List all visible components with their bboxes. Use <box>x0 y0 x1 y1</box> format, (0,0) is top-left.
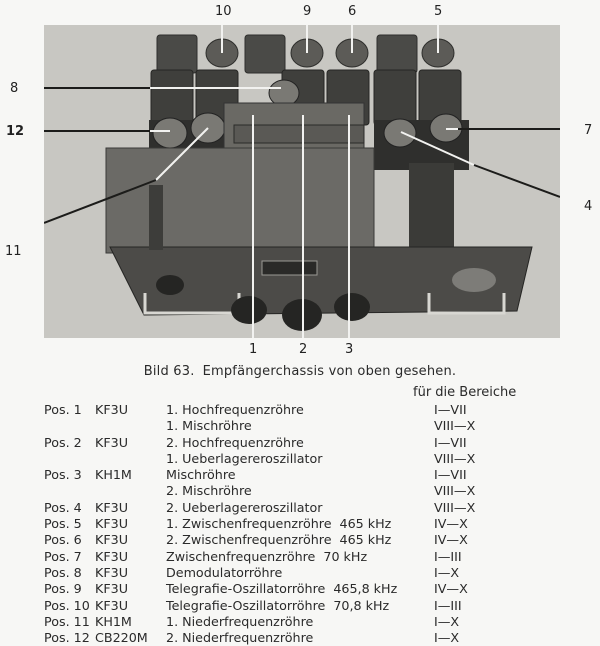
position-cell: Pos. 1 <box>44 402 82 417</box>
range-cell: VIII—X <box>434 450 476 466</box>
tube-type-cell: KF3U <box>95 581 128 597</box>
range-cell: IV—X <box>434 532 468 548</box>
chassis-illustration <box>44 25 560 338</box>
range-cell: I—X <box>434 613 460 629</box>
tube-type-cell: KF3U <box>95 516 128 532</box>
position-cell: Pos. 7 <box>44 548 82 564</box>
range-cell: I—III <box>434 597 462 613</box>
range-cell: VIII—X <box>434 418 476 434</box>
range-column-header: für die Bereiche <box>413 385 517 400</box>
frequency-cell: 465 kHz <box>339 516 392 532</box>
callout-8: 8 <box>10 81 19 96</box>
chassis-photo <box>44 25 560 338</box>
position-cell: Pos. 5 <box>44 516 82 532</box>
callout-10: 10 <box>215 4 232 19</box>
function-text: Telegrafie-Oszillatorröhre <box>166 597 326 613</box>
function-text: 2. Zwischenfrequenzröhre <box>166 532 332 548</box>
position-cell: Pos. 6 <box>44 532 82 548</box>
callout-5: 5 <box>434 4 443 19</box>
frequency-cell: 70,8 kHz <box>333 597 390 613</box>
frequency-cell: 465 kHz <box>339 532 392 548</box>
callout-7: 7 <box>584 123 593 138</box>
function-cell: 1. Hochfrequenzröhre <box>166 402 304 417</box>
range-cell: IV—X <box>434 516 468 532</box>
coil-box <box>157 35 197 73</box>
function-cell: 2. Hochfrequenzröhre <box>166 434 304 450</box>
range-cell: VIII—X <box>434 483 476 499</box>
position-cell: Pos. 12 <box>44 630 90 646</box>
function-cell: 2. Mischröhre <box>166 483 252 499</box>
coil-box <box>245 35 285 73</box>
function-cell: 1. Niederfrequenzröhre <box>166 613 314 629</box>
range-cell: I—VII <box>434 434 467 450</box>
function-cell <box>166 549 367 565</box>
range-cell: I—X <box>434 630 460 646</box>
range-cell: IV—X <box>434 581 468 597</box>
callout-3: 3 <box>345 342 354 357</box>
tube-type-cell: KF3U <box>95 402 128 417</box>
position-cell: Pos. 11 <box>44 613 90 629</box>
callout-9: 9 <box>303 4 312 19</box>
callout-1: 1 <box>249 342 258 357</box>
range-cell: I—X <box>434 564 460 580</box>
figure-title: Empfängerchassis von oben gesehen. <box>202 364 457 379</box>
function-cell: Mischröhre <box>166 467 236 483</box>
function-cell: 1. Mischröhre <box>166 418 252 434</box>
tube-type-cell: KF3U <box>95 532 128 548</box>
tube-type-cell: KF3U <box>95 434 128 450</box>
position-cell: Pos. 4 <box>44 499 82 515</box>
range-cell: I—III <box>434 548 462 564</box>
range-cell: VIII—X <box>434 499 476 515</box>
callout-6: 6 <box>348 4 357 19</box>
function-cell: 2. Niederfrequenzröhre <box>166 630 314 646</box>
figure-label: Bild 63. <box>143 364 195 379</box>
tube-4 <box>384 119 416 147</box>
function-cell: 1. Ueberlagereroszillator <box>166 450 323 466</box>
function-cell <box>166 581 397 597</box>
tube-type-cell: CB220M <box>95 630 148 646</box>
function-cell <box>166 516 391 532</box>
position-cell: Pos. 8 <box>44 564 82 580</box>
callout-4: 4 <box>584 199 593 214</box>
figure-caption <box>0 364 600 379</box>
function-text: Zwischenfrequenzröhre <box>166 548 316 564</box>
tube-type-cell: KF3U <box>95 564 128 580</box>
function-cell <box>166 598 389 614</box>
position-cell: Pos. 2 <box>44 434 82 450</box>
tube-type-cell: KH1M <box>95 613 132 629</box>
tube-8 <box>269 80 299 106</box>
callout-11: 11 <box>5 244 22 259</box>
range-cell: I—VII <box>434 402 467 417</box>
frequency-cell: 465,8 kHz <box>333 581 398 597</box>
function-cell <box>166 532 391 548</box>
tube-type-cell: KF3U <box>95 597 128 613</box>
callout-12: 12 <box>6 124 25 139</box>
position-cell: Pos. 10 <box>44 597 90 613</box>
function-cell: 2. Ueberlagereroszillator <box>166 499 323 515</box>
coil-box <box>377 35 417 73</box>
tube-type-cell: KF3U <box>95 499 128 515</box>
tube-type-cell: KH1M <box>95 467 132 483</box>
range-cell: I—VII <box>434 467 467 483</box>
function-text: Telegrafie-Oszillatorröhre <box>166 581 326 597</box>
position-cell: Pos. 9 <box>44 581 82 597</box>
position-cell: Pos. 3 <box>44 467 82 483</box>
callout-2: 2 <box>299 342 308 357</box>
function-text: 1. Zwischenfrequenzröhre <box>166 516 332 532</box>
function-cell: Demodulatorröhre <box>166 564 283 580</box>
frequency-cell: 70 kHz <box>323 548 368 564</box>
tube-type-cell: KF3U <box>95 548 128 564</box>
tube-12 <box>153 118 187 148</box>
